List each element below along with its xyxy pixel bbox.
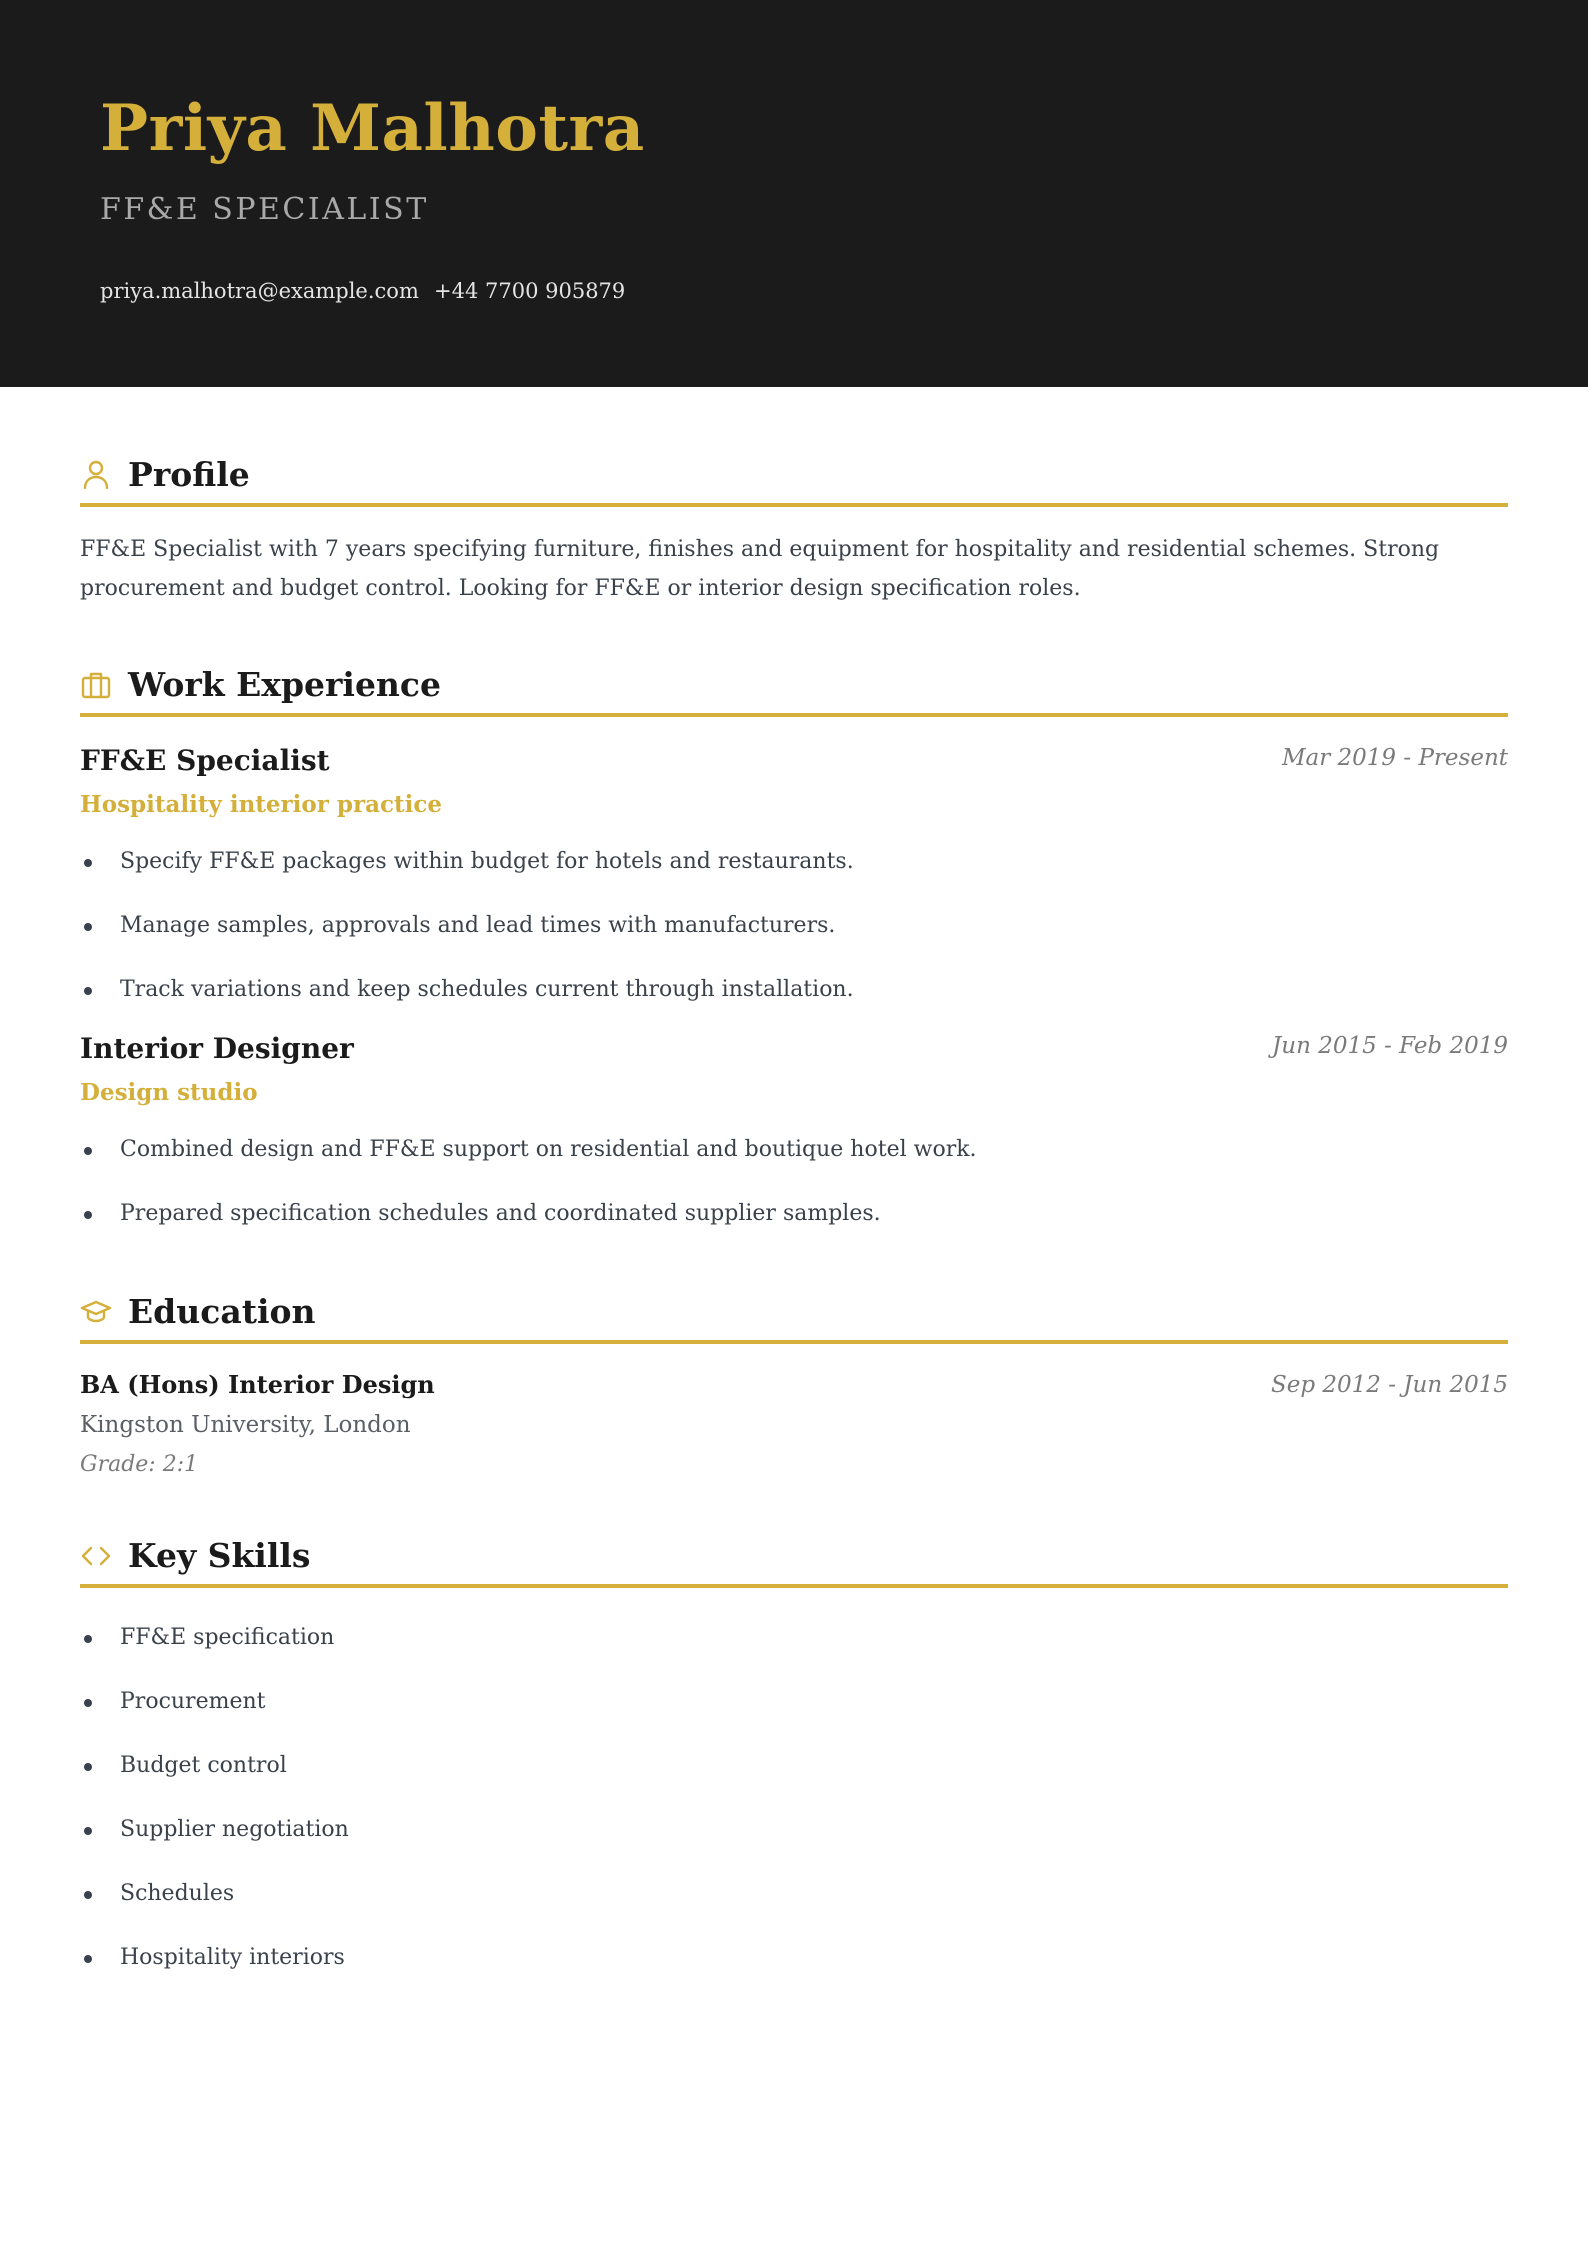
job-dates: Mar 2019 - Present [1281, 745, 1508, 771]
job-company: Hospitality interior practice [80, 791, 442, 818]
list-item [80, 1618, 1480, 1658]
education-dates: Sep 2012 - Jun 2015 [1270, 1372, 1508, 1398]
bullet-dot [84, 923, 92, 931]
bullet-dot [84, 1635, 92, 1643]
bullet-dot [84, 1955, 92, 1963]
degree-title: BA (Hons) Interior Design [80, 1370, 435, 1399]
list-item [80, 1746, 1480, 1786]
skills-section-heading [80, 1528, 1508, 1588]
list-item [80, 1810, 1480, 1850]
phone-number[interactable]: +44 7700 905879 [434, 279, 626, 303]
code-icon [80, 1540, 112, 1572]
bullet-text: Specify FF&E packages within budget for hotels and restaurants. [120, 849, 854, 874]
job-company: Design studio [80, 1079, 258, 1106]
list-item [80, 1682, 1480, 1722]
profile-heading: Profile [128, 455, 250, 494]
skill-text: Schedules [120, 1881, 235, 1906]
bullet-text: Prepared specification schedules and coordinated supplier samples. [120, 1201, 881, 1226]
job-dates: Jun 2015 - Feb 2019 [1272, 1033, 1508, 1059]
graduation-cap-icon [80, 1296, 112, 1328]
skills-heading: Key Skills [128, 1536, 311, 1575]
bullet-dot [84, 859, 92, 867]
skill-text: Supplier negotiation [120, 1817, 349, 1842]
skill-text: Hospitality interiors [120, 1945, 345, 1970]
skill-text: FF&E specification [120, 1625, 335, 1650]
education-heading: Education [128, 1292, 316, 1331]
list-item [80, 1194, 1480, 1234]
experience-heading: Work Experience [128, 665, 442, 704]
bullet-dot [84, 1763, 92, 1771]
resume-header [0, 0, 1588, 387]
list-item [80, 842, 1480, 882]
list-item [80, 1874, 1480, 1914]
bullet-dot [84, 1827, 92, 1835]
job-title: Interior Designer [80, 1032, 354, 1065]
bullet-text: Track variations and keep schedules current through installation. [120, 977, 854, 1002]
briefcase-icon [80, 669, 112, 701]
bullet-dot [84, 987, 92, 995]
bullet-dot [84, 1211, 92, 1219]
profile-summary: FF&E Specialist with 7 years specifying furniture, finishes and equipment for hospitality and residential schemes. Strong procurement and budget control. Looking for FF&E or interior design specification roles. [80, 537, 1440, 601]
experience-section-heading [80, 657, 1508, 717]
bullet-dot [84, 1147, 92, 1155]
list-item [80, 1938, 1480, 1978]
candidate-name: Priya Malhotra [100, 91, 645, 166]
bullet-dot [84, 1891, 92, 1899]
skill-text: Procurement [120, 1689, 266, 1714]
list-item [80, 970, 1480, 1010]
job-title: FF&E Specialist [80, 744, 330, 777]
list-item [80, 1130, 1480, 1170]
job-title-heading: FF&E SPECIALIST [100, 192, 429, 227]
education-section-heading [80, 1284, 1508, 1344]
school-name: Kingston University, London [80, 1412, 411, 1438]
profile-section-heading [80, 447, 1508, 507]
bullet-text: Manage samples, approvals and lead times with manufacturers. [120, 913, 836, 938]
email-address[interactable]: priya.malhotra@example.com [100, 279, 419, 303]
bullet-dot [84, 1699, 92, 1707]
list-item [80, 906, 1480, 946]
bullet-text: Combined design and FF&E support on residential and boutique hotel work. [120, 1137, 977, 1162]
education-grade: Grade: 2:1 [80, 1452, 199, 1477]
skill-text: Budget control [120, 1753, 287, 1778]
person-icon [80, 459, 112, 491]
